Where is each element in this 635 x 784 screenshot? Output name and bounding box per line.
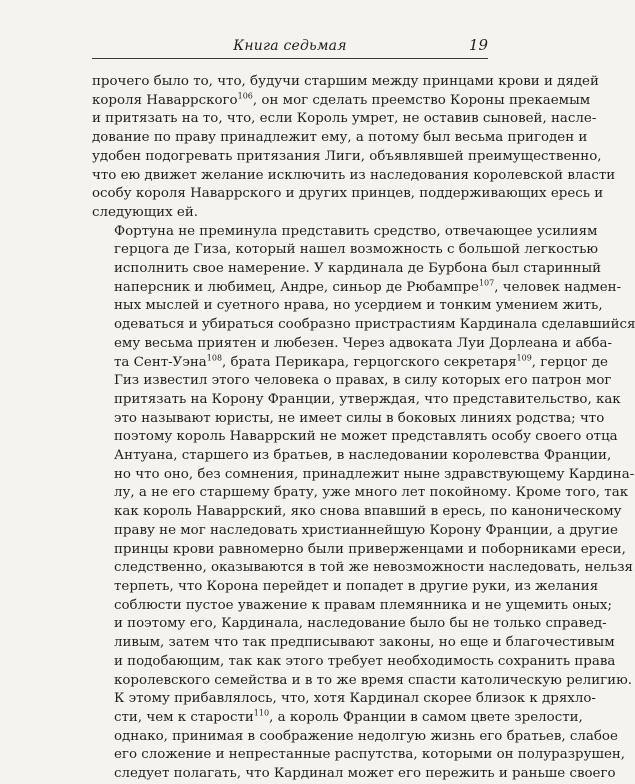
text-line: Антуана, старшего из братьев, в наследовании королевства Франции, xyxy=(114,448,612,464)
text-line: терпеть, что Корона перейдет и попадет в другие руки, из желания xyxy=(114,578,599,594)
page-number: 19 xyxy=(468,36,488,54)
text-line: та Сент-Уэна$^{108}$, брата Перикара, герцогского секретаря$^{109}$, герцог де xyxy=(114,353,608,370)
text-line: следует полагать, что Кардинал может его пережить и раньше своего xyxy=(114,766,616,782)
text-line: дование по праву принадлежит ему, а потому был весьма пригоден и xyxy=(92,130,588,146)
text-line: сти, чем к старости$^{110}$, а король Франции в самом цвете зрелости, xyxy=(114,708,583,725)
running-head xyxy=(92,36,488,59)
text-line: его сложение и непрестанные распутства, которыми он полуразрушен, xyxy=(114,747,626,763)
footnote-marker[interactable]: 108 xyxy=(206,353,223,363)
text-line: принцы крови равномерно были приверженцами и поборниками ереси, xyxy=(114,541,626,557)
text-line: Гиз известил этого человека о правах, в силу которых его патрон мог xyxy=(114,373,612,389)
text-line: притязать на Корону Франции, утверждая, что представительство, как xyxy=(114,391,621,407)
text-line: ных мыслей и суетного нрава, но усердием и тонким умением жить, xyxy=(114,298,603,314)
text-line: поэтому король Наваррский не может представлять особу своего отца xyxy=(114,429,618,445)
text-line: как король Наваррский, яко снова впавший в ересь, по каноническому xyxy=(114,504,622,520)
text-line: герцога де Гиза, который нашел возможность с большой легкостью xyxy=(114,242,599,258)
text-line: одеваться и убираться сообразно пристрастиям Кардинала сделавшийся xyxy=(114,317,635,333)
text-line: прочего было то, что, будучи старшим между принцами крови и дядей xyxy=(92,74,599,89)
text-line: следственно, оказываются в той же невозможности наследовать, нельзя xyxy=(114,560,633,576)
text-line: ему весьма приятен и любезен. Через адвоката Луи Дорлеана и абба- xyxy=(114,335,613,351)
text-line: что ею движет желание исключить из наследования королевской власти xyxy=(92,167,616,183)
text-line: Фортуна не преминула представить средство, отвечающее усилиям xyxy=(114,223,598,239)
text-line: и притязать на то, что, если Король умрет, не оставив сыновей, насле- xyxy=(92,111,597,127)
text-line: и поэтому его, Кардинала, наследование было бы не только справед- xyxy=(114,616,607,632)
text-line: однако, принимая в соображение недолгую жизнь его братьев, слабое xyxy=(114,728,618,744)
text-line: исполнить свое намерение. У кардинала де Бурбона был старинный xyxy=(114,261,602,277)
text-line: но что оно, без сомнения, принадлежит ныне здравствующему Кардина- xyxy=(114,466,635,482)
body-text xyxy=(92,73,635,784)
text-line: соблюсти пустое уважение к правам племянника и не ущемить оных; xyxy=(114,597,612,613)
paragraph xyxy=(92,73,616,223)
footnote-marker[interactable]: 110 xyxy=(253,708,270,718)
footnote-marker[interactable]: 106 xyxy=(237,91,253,101)
paragraph xyxy=(92,223,635,691)
text-line: удобен подогревать притязания Лиги, объявлявшей преимущественно, xyxy=(92,148,602,164)
text-line: это называют юристы, не имеет силы в боковых линиях родства; что xyxy=(114,410,605,426)
text-line: К этому прибавлялось, что, хотя Кардинал скорее близок к дряхло- xyxy=(114,691,596,707)
text-line: и подобающим, так как этого требует необходимость сохранить права xyxy=(114,653,616,669)
text-line: королевского семейства и в то же время спасти католическую религию. xyxy=(114,672,633,688)
paragraph xyxy=(92,690,626,784)
text-line: следующих ей. xyxy=(92,204,199,220)
text-line: ливым, затем что так предписывают законы, но еще и благочестивым xyxy=(114,635,615,651)
text-line: праву не мог наследовать христианнейшую Корону Франции, а другие xyxy=(114,522,618,538)
chapter-title: Книга седьмая xyxy=(233,38,347,54)
text-line: особу короля Наваррского и других принцев, поддерживающих ересь и xyxy=(92,186,604,202)
text-line: короля Наваррского$^{106}$, он мог сделать преемство Короны прекаемым xyxy=(92,91,591,108)
text-line: наперсник и любимец, Андре, синьор де Рюбампре$^{107}$, человек надмен- xyxy=(114,278,622,295)
text-line: лу, а не его старшему брату, уже много лет покойному. Кроме того, так xyxy=(114,485,629,501)
footnote-marker[interactable]: 109 xyxy=(516,353,532,363)
footnote-marker[interactable]: 107 xyxy=(478,278,495,288)
